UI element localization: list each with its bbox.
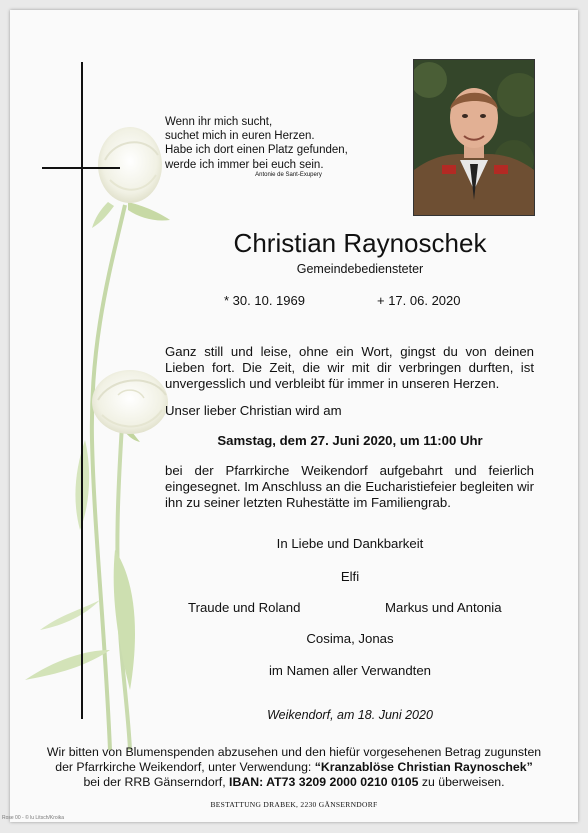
white-rose-illustration bbox=[10, 110, 190, 750]
place-date: Weikendorf, am 18. Juni 2020 bbox=[267, 708, 433, 722]
poem-line: Wenn ihr mich sucht, bbox=[165, 116, 273, 128]
mourner-name: Elfi bbox=[340, 569, 360, 584]
deceased-role: Gemeindebediensteter bbox=[296, 262, 424, 276]
parte-sheet bbox=[10, 10, 578, 822]
death-date: + 17. 06. 2020 bbox=[377, 293, 461, 308]
portrait-photo bbox=[413, 59, 535, 216]
donation-line bbox=[30, 760, 558, 775]
donation-text: bei der RRB Gänserndorf, bbox=[83, 775, 230, 789]
service-details: bei der Pfarrkirche Weikendorf aufgebahrt und feierlich eingesegnet. Im Anschluss an die Eucharistiefeier begleiten wir ihn zu seiner letzten Ruhestätte im Familiengrab. bbox=[165, 463, 534, 510]
birth-date: * 30. 10. 1969 bbox=[224, 293, 305, 308]
iban: IBAN: AT73 3209 2000 0210 0105 bbox=[229, 775, 419, 789]
announce-text: Unser lieber Christian wird am bbox=[165, 403, 342, 418]
donation-reference: “Kranzablöse Christian Raynoschek” bbox=[314, 760, 533, 774]
cross-horizontal-line bbox=[42, 167, 120, 169]
relatives-text: im Namen aller Verwandten bbox=[269, 663, 431, 678]
donation-notice bbox=[30, 745, 558, 790]
poem bbox=[165, 115, 348, 179]
poem-author: Antonie de Sant-Exupery bbox=[255, 171, 322, 178]
cross-vertical-line bbox=[81, 62, 83, 719]
mourner-name: Markus und Antonia bbox=[385, 600, 502, 615]
intro-text: Ganz still und leise, ohne ein Wort, gingst du von deinen Lieben fort. Die Zeit, die wir mit dir verbringen durften, ist unvergesslich und verbleibt für immer in unseren Herzen. bbox=[165, 344, 534, 391]
funeral-home: BESTATTUNG DRABEK, 2230 GÄNSERNDORF bbox=[210, 800, 378, 809]
mourner-name: Cosima, Jonas bbox=[306, 631, 394, 646]
donation-line bbox=[30, 775, 558, 790]
mourner-name: Traude und Roland bbox=[188, 600, 301, 615]
poem-line: suchet mich in euren Herzen. bbox=[165, 130, 315, 143]
donation-text: der Pfarrkirche Weikendorf, unter Verwendung: bbox=[55, 760, 315, 774]
donation-text: zu überweisen. bbox=[418, 775, 505, 789]
poem-line: werde ich immer bei euch sein. bbox=[165, 158, 324, 171]
deceased-name: Christian Raynoschek bbox=[233, 228, 487, 258]
poem-line: Habe ich dort einen Platz gefunden, bbox=[165, 144, 348, 157]
image-credit: Rose 00 - © lu Litsch/Kroika bbox=[2, 815, 65, 821]
service-date: Samstag, dem 27. Juni 2020, um 11:00 Uhr bbox=[217, 433, 483, 448]
donation-line: Wir bitten von Blumenspenden abzusehen und den hiefür vorgesehenen Betrag zugunsten bbox=[46, 745, 542, 759]
greeting: In Liebe und Dankbarkeit bbox=[276, 536, 424, 551]
